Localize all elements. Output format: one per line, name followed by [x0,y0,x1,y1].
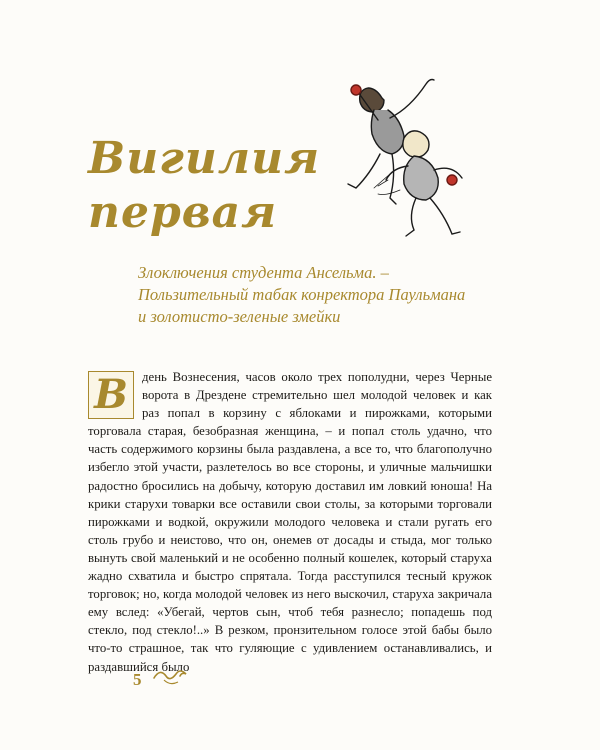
page-number: 5 [133,670,142,689]
drop-cap: В [88,371,134,419]
subtitle-line-2: Пользительный табак конректора Паульмана [138,285,466,304]
chapter-subtitle [138,262,518,328]
body-text: день Вознесения, часов около трех пополудни, через Черные ворота в Дрездене стремительно шел молодой человек и как раз попал в корзину с яблоками и пирожками, которыми торговала старая, безобразная женщина, – и попал столь удачно, что часть содержимого корзины была раздавлена, а все то, что благополучно избегло этой участи, разлетелось во все стороны, и уличные мальчишки радостно бросились на добычу, которую доставил им ловкий юноша! На крики старухи товарки все оставили свои столы, за которыми торговали пирожками и водкой, окружили молодого человека и стали ругать его столь грубо и неистово, что он, онемев от досады и стыда, мог только вынуть свой маленький и не особенно полный кошелек, который старуха жадно схватила и быстро спрятала. Тогда расступился тесный кружок торговок; но, когда молодой человек из него выскочил, старуха закричала ему вслед: «Убегай, чертов сын, чтоб тебя разнесло; попадешь под стекло, под стекло!..» В резком, пронзительном голосе этой бабы было что-то страшное, так что гуляющие с удивлением останавливались, и раздавшийся было [88,370,492,674]
subtitle-line-3: и золотисто-зеленые змейки [138,307,341,326]
chapter-title-line-1: Вигилия [88,133,321,184]
chapter-title-line-2: первая [88,187,278,238]
flourish-ornament-icon [150,666,192,688]
dancing-boys-illustration [330,70,480,260]
chapter-title [88,132,320,240]
body-paragraph [88,368,492,676]
subtitle-line-1: Злоключения студента Ансельма. – [138,263,389,282]
